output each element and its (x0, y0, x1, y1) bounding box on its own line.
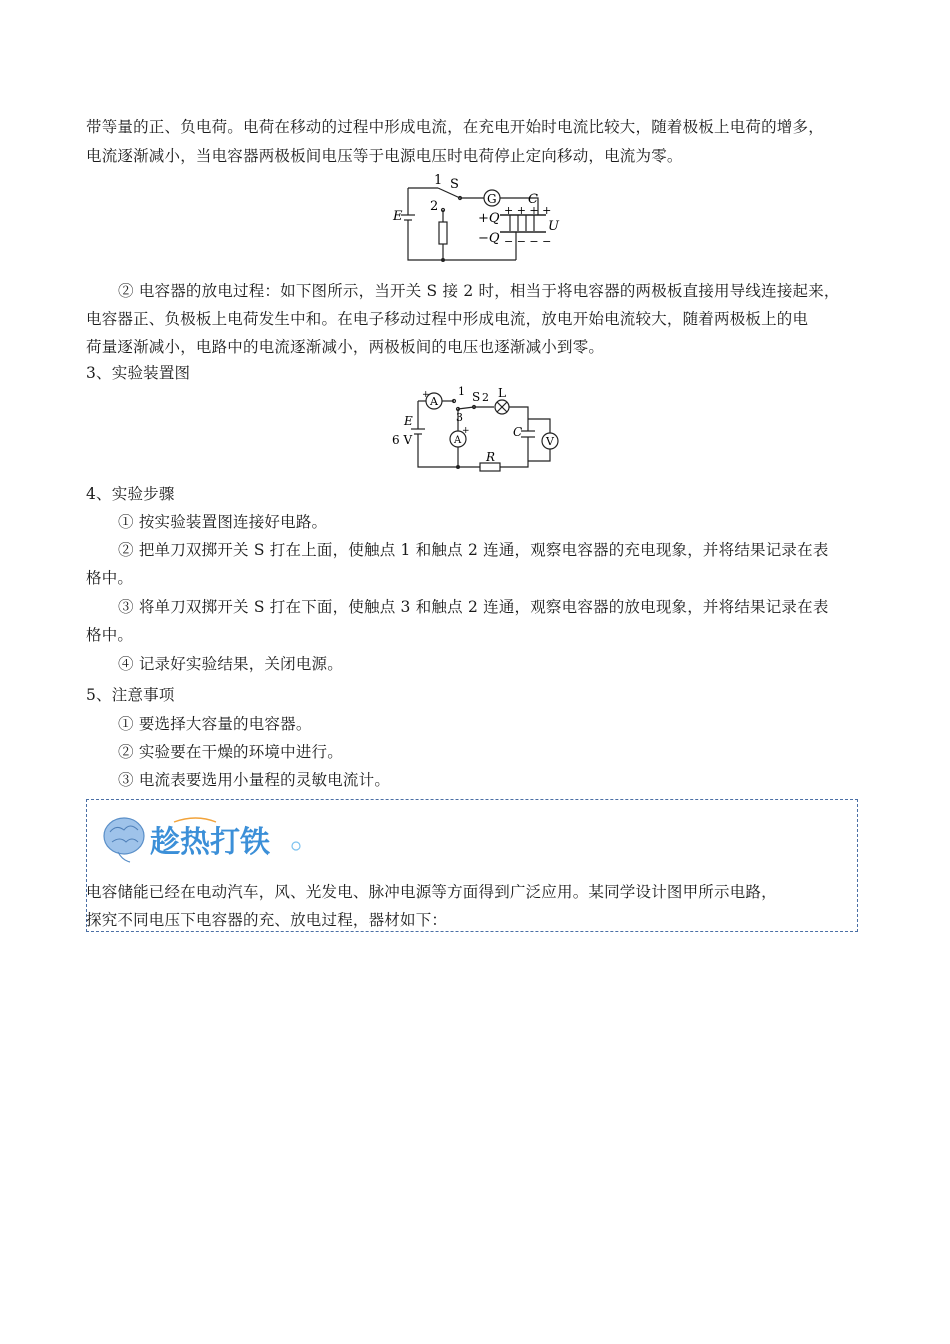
voltmeter-icon: V (546, 435, 554, 448)
label: E (393, 209, 403, 224)
label: 2 (482, 391, 489, 404)
galvanometer-icon: G (487, 192, 497, 206)
section-heading: 4、实验步骤 (86, 485, 175, 503)
paragraph-line: 电容器正、负极板上电荷发生中和。在电子移动过程中形成电流，放电开始电流较大，随着两极板上的电 (86, 310, 809, 328)
label: E (404, 414, 413, 428)
label: 6 V (392, 433, 413, 447)
step-item: ① 按实验装置图连接好电路。 (118, 513, 328, 531)
label: 1 (458, 385, 465, 398)
note-item: ② 实验要在干燥的环境中进行。 (118, 743, 343, 761)
step-item: 格中。 (86, 626, 134, 644)
brain-icon (104, 818, 144, 862)
label: + (422, 390, 430, 400)
label: 1 (434, 173, 443, 188)
label: C (528, 192, 538, 207)
label: + (462, 426, 470, 436)
label: +Q (478, 211, 500, 226)
ammeter-icon: A (430, 395, 438, 408)
callout-text: 探究不同电压下电容器的充、放电过程，器材如下： (86, 911, 448, 929)
charging-circuit-diagram (388, 170, 568, 270)
label: U (548, 219, 559, 234)
section-heading: 5、注意事项 (86, 686, 175, 704)
label: R (486, 450, 496, 464)
section-heading: 3、实验装置图 (86, 364, 191, 382)
paragraph-line: 电流逐渐减小，当电容器两极板间电压等于电源电压时电荷停止定向移动，电流为零。 (86, 147, 683, 165)
label: − − − − (504, 235, 552, 248)
label: C (513, 425, 523, 439)
label: L (498, 386, 506, 400)
apparatus-circuit-diagram (388, 385, 568, 475)
step-item: ③ 将单刀双掷开关 S 打在下面，使触点 3 和触点 2 连通，观察电容器的放电现象，并将结果记录在表 (118, 598, 829, 616)
note-item: ① 要选择大容量的电容器。 (118, 715, 312, 733)
logo-text: 趁热打铁 (150, 825, 270, 860)
step-item: 格中。 (86, 569, 134, 587)
practice-logo (100, 806, 310, 870)
label: + + + + (504, 204, 552, 217)
paragraph-line: 荷量逐渐减小，电路中的电流逐渐减小，两极板间的电压也逐渐减小到零。 (86, 338, 605, 356)
note-item: ③ 电流表要选用小量程的灵敏电流计。 (118, 771, 391, 789)
label: 2 (430, 199, 439, 214)
ammeter-icon: A (454, 435, 462, 446)
label: S (472, 390, 481, 404)
paragraph-line: 带等量的正、负电荷。电荷在移动的过程中形成电流，在充电开始时电流比较大，随着极板上电荷的增多， (86, 118, 824, 136)
step-item: ② 把单刀双掷开关 S 打在上面，使触点 1 和触点 2 连通，观察电容器的充电现象，并将结果记录在表 (118, 541, 829, 559)
callout-text: 电容储能已经在电动汽车，风、光发电、脉冲电源等方面得到广泛应用。某同学设计图甲所示电路， (86, 883, 777, 901)
label: 3 (456, 411, 463, 424)
label: −Q (478, 231, 500, 246)
step-item: ④ 记录好实验结果，关闭电源。 (118, 655, 343, 673)
label: S (450, 177, 459, 192)
paragraph-line: ② 电容器的放电过程：如下图所示，当开关 S 接 2 时，相当于将电容器的两极板直接用导线连接起来， (118, 282, 840, 300)
